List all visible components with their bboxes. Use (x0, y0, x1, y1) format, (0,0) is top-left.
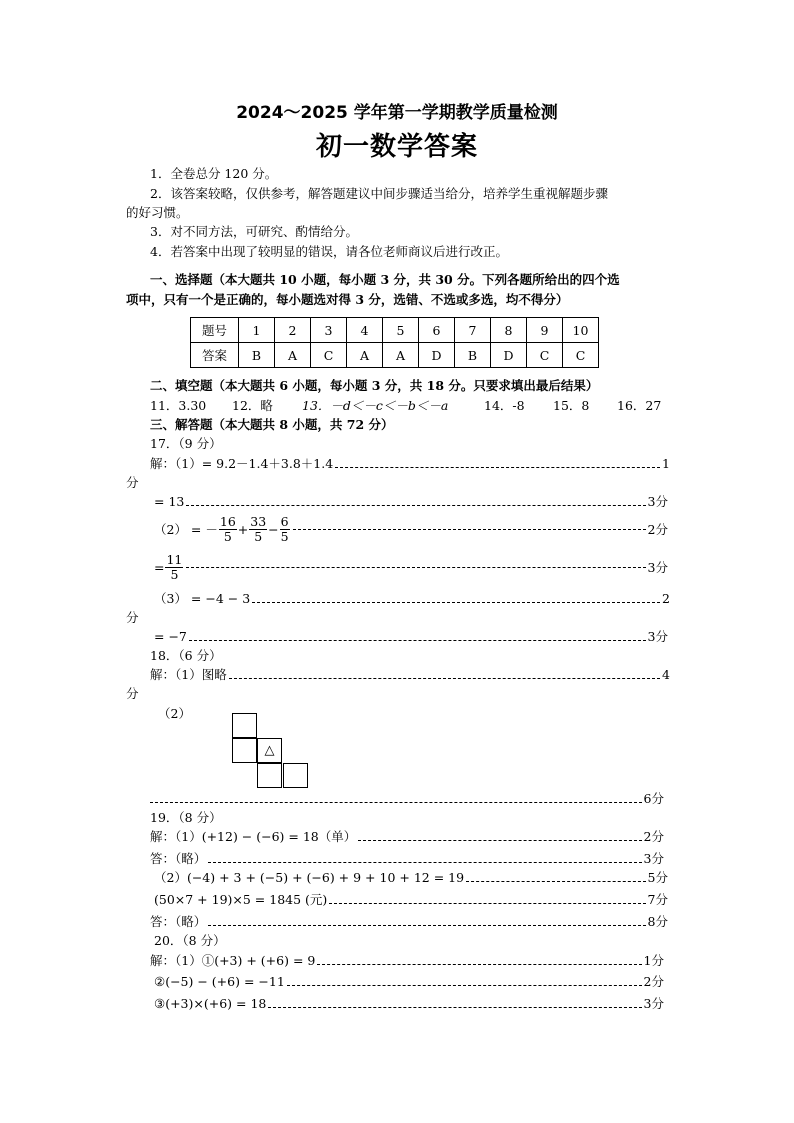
q18-step1 (150, 665, 670, 683)
dotted-leader (189, 640, 646, 641)
q19-title: 19．（8 分） (150, 810, 222, 825)
q19-step2-text: 答：（略） (150, 851, 207, 866)
question-number: 4 (347, 318, 383, 343)
q17-step5 (154, 589, 670, 607)
fraction: $\frac{11}{5}$ (166, 551, 183, 582)
fill-answer-13: 13．－d＜－c＜－b＜－a (302, 398, 449, 413)
q20-step3-score: 3分 (643, 996, 664, 1011)
table-header-answer: 答案 (191, 343, 239, 368)
exam-title: 2024～2025 学年第一学期教学质量检测 (236, 103, 558, 123)
q19-step2-score: 3分 (643, 851, 664, 866)
q19-step3-text: （2）(−4) + 3 + (−5) + (−6) + 9 + 10 + 12 = 19 (154, 870, 465, 885)
q18-title: 18．（6 分） (150, 648, 222, 663)
question-number: 7 (455, 318, 491, 343)
q20-step2-text: ②(−5) − (+6) = −11 (154, 974, 285, 989)
question-number: 6 (419, 318, 455, 343)
dotted-leader (317, 964, 641, 965)
question-number: 1 (239, 318, 275, 343)
question-number: 5 (383, 318, 419, 343)
section2-heading: 二、填空题（本大题共 6 小题，每小题 3 分，共 18 分。只要求填出最后结果） (150, 378, 599, 393)
answer-title: 初一数学答案 (315, 132, 478, 162)
fraction: $\frac{33}{5}$ (250, 513, 267, 544)
q19-step4 (154, 890, 668, 908)
answer-cell: B (455, 343, 491, 368)
dotted-leader (335, 467, 660, 468)
q17-step2 (154, 492, 668, 510)
q18-step1-score: 4 (662, 667, 670, 682)
q20-step2-score: 2分 (643, 974, 664, 989)
q18-step2-label: （2） (158, 706, 191, 721)
q17-step1-score-wrap: 分 (126, 475, 139, 490)
fill-answer-14: 14．-8 (484, 398, 525, 413)
q19-step5-text: 答：（略） (150, 914, 207, 929)
dotted-leader (150, 802, 642, 803)
dotted-leader (287, 985, 642, 986)
fill-answer-15: 15．8 (553, 398, 590, 413)
dotted-leader (466, 881, 645, 882)
q17-step1 (150, 454, 670, 472)
dotted-leader (186, 505, 645, 506)
dotted-leader (293, 529, 646, 530)
q19-step5 (150, 912, 668, 930)
fill-answer-16: 16．27 (617, 398, 662, 413)
q17-step2-text: = 13 (154, 494, 185, 509)
q20-step3 (154, 994, 664, 1012)
q20-title: 20．（8 分） (154, 933, 226, 948)
q18-step2 (150, 789, 664, 807)
question-number: 3 (311, 318, 347, 343)
q19-step1-text: 解：（1）(+12) − (−6) = 18（单） (150, 829, 357, 844)
answer-table (190, 317, 599, 368)
q19-step1-score: 2分 (643, 829, 664, 844)
fill-answer-12: 12．略 (232, 398, 273, 413)
fraction: $\frac{6}{5}$ (280, 513, 289, 544)
q18-step2-score: 6分 (643, 791, 664, 806)
triangle-icon: △ (264, 743, 275, 758)
note-3: 3．对不同方法，可研究、酌情给分。 (150, 224, 358, 239)
net-square (257, 763, 282, 788)
q20-step2 (154, 972, 664, 990)
q17-step6 (154, 627, 668, 645)
question-number: 8 (491, 318, 527, 343)
q19-step4-score: 7分 (647, 892, 668, 907)
q17-step2-score: 3分 (647, 494, 668, 509)
dotted-leader (229, 678, 660, 679)
q17-step3: （2） = － $\frac{16}{5}$ + $\frac{33}{5}$ − $\frac{6}{5}$ 2分 (154, 513, 668, 544)
net-square (232, 738, 257, 763)
q17-step5-score: 2 (662, 591, 670, 606)
q17-step4: = $\frac{11}{5}$ 3分 (154, 551, 668, 582)
q18-step1-text: 解：（1）图略 (150, 667, 227, 682)
net-square-triangle (257, 738, 282, 763)
note-1: 1．全卷总分 120 分。 (150, 166, 278, 181)
fill-answer-11: 11．3.30 (150, 398, 207, 413)
section1-heading-line1: 一、选择题（本大题共 10 小题，每小题 3 分，共 30 分。下列各题所给出的四个选 (150, 272, 620, 287)
q19-step3 (154, 868, 668, 886)
q20-step3-text: ③(+3)×(+6) = 18 (154, 996, 267, 1011)
q19-step1 (150, 827, 664, 845)
q18-step1-score-wrap: 分 (126, 686, 139, 701)
answer-cell: A (383, 343, 419, 368)
q20-step1-text: 解：（1）①(+3) + (+6) = 9 (150, 953, 316, 968)
q17-step3-prefix: （2） = － (154, 522, 218, 537)
question-number: 9 (527, 318, 563, 343)
dotted-leader (208, 862, 641, 863)
q17-step4-score: 3分 (647, 560, 668, 575)
answer-table-number-row (191, 318, 599, 343)
question-number: 2 (275, 318, 311, 343)
q17-step5-score-wrap: 分 (126, 610, 139, 625)
answer-cell: C (527, 343, 563, 368)
note-4: 4．若答案中出现了较明显的错误，请各位老师商议后进行改正。 (150, 244, 508, 259)
net-square (232, 713, 257, 738)
answer-cell: C (311, 343, 347, 368)
note-2-cont: 的好习惯。 (126, 205, 189, 220)
note-2: 2．该答案较略，仅供参考，解答题建议中间步骤适当给分，培养学生重视解题步骤 (150, 186, 608, 201)
dotted-leader (358, 840, 641, 841)
answer-cell: C (563, 343, 599, 368)
q19-step2 (150, 849, 664, 867)
q20-step1 (150, 951, 664, 969)
q17-step1-text: 解：（1）= 9.2－1.4＋3.8＋1.4 (150, 456, 334, 471)
fraction: $\frac{16}{5}$ (219, 513, 236, 544)
table-header-number: 题号 (191, 318, 239, 343)
q17-title: 17．（9 分） (150, 436, 222, 451)
section3-heading: 三、解答题（本大题共 8 小题，共 72 分） (150, 417, 394, 432)
q17-step5-text: （3） = −4 − 3 (154, 591, 251, 606)
q17-step3-score: 2分 (647, 522, 668, 537)
answer-table-answer-row (191, 343, 599, 368)
dotted-leader (268, 1007, 641, 1008)
dotted-leader (252, 602, 660, 603)
section1-heading-line2: 项中，只有一个是正确的，每小题选对得 3 分，选错、不选或多选，均不得分） (126, 292, 569, 307)
answer-cell: D (491, 343, 527, 368)
q20-step1-score: 1分 (643, 953, 664, 968)
answer-cell: A (275, 343, 311, 368)
answer-cell: B (239, 343, 275, 368)
dotted-leader (186, 567, 645, 568)
q17-step6-score: 3分 (647, 629, 668, 644)
q17-step6-text: = −7 (154, 629, 187, 644)
answer-cell: D (419, 343, 455, 368)
q19-step3-score: 5分 (647, 870, 668, 885)
dotted-leader (208, 925, 645, 926)
net-square (283, 763, 308, 788)
dotted-leader (329, 903, 645, 904)
answer-cell: A (347, 343, 383, 368)
q19-step5-score: 8分 (647, 914, 668, 929)
q17-step1-score: 1 (662, 456, 670, 471)
q19-step4-text: (50×7 + 19)×5 = 1845 (元) (154, 892, 328, 907)
question-number: 10 (563, 318, 599, 343)
